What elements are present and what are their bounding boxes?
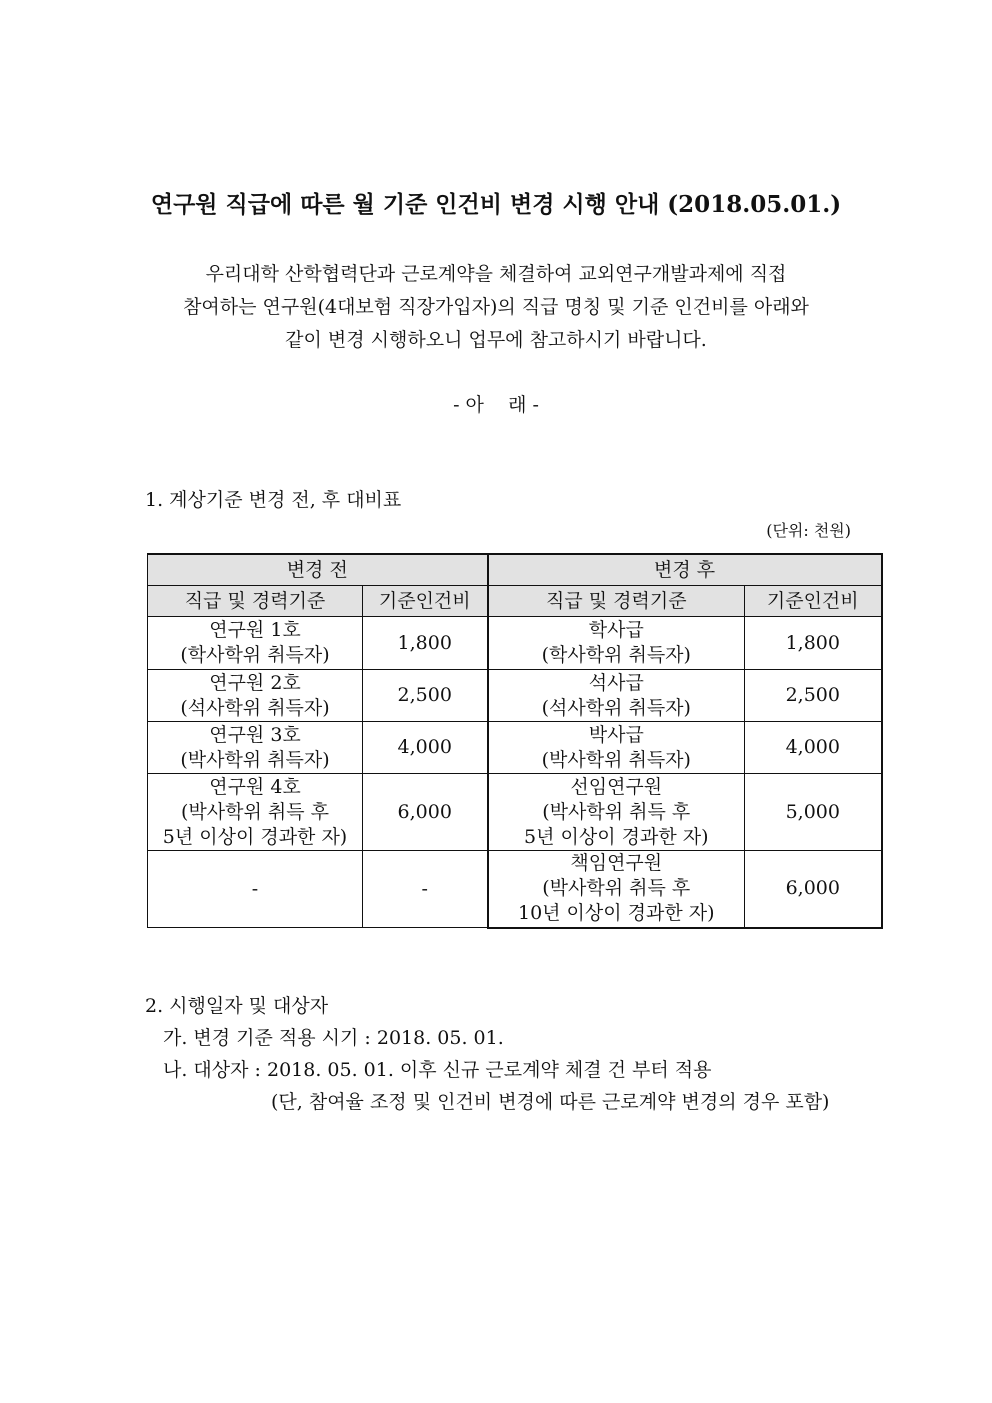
- cell-line: (박사학위 취득자): [180, 748, 330, 771]
- cell-line: (석사학위 취득자): [541, 696, 691, 719]
- cell-line: (박사학위 취득 후: [542, 800, 691, 823]
- cell-line: (석사학위 취득자): [180, 696, 330, 719]
- intro-paragraph: [60, 258, 932, 357]
- after-rank-cell: [488, 670, 745, 722]
- after-rank-cell: [488, 617, 745, 670]
- column-header: 직급 및 경력기준: [148, 586, 363, 617]
- table-row: [148, 851, 882, 928]
- before-pay-cell: 1,800: [363, 617, 488, 670]
- cell-line: 책임연구원: [570, 852, 663, 875]
- column-header: 기준인건비: [363, 586, 488, 617]
- column-header: 기준인건비: [745, 586, 882, 617]
- after-pay-cell: 2,500: [745, 670, 882, 722]
- before-rank-cell: [148, 851, 363, 928]
- cell-line: 선임연구원: [570, 775, 663, 798]
- intro-line: 참여하는 연구원(4대보험 직장가입자)의 직급 명칭 및 기준 인건비를 아래와: [183, 296, 809, 318]
- cell-line: (박사학위 취득 후: [542, 877, 691, 900]
- after-pay-cell: 6,000: [745, 851, 882, 928]
- before-pay-cell: 6,000: [363, 774, 488, 851]
- intro-line: 우리대학 산학협력단과 근로계약을 체결하여 교외연구개발과제에 직접: [205, 263, 787, 285]
- group-header-after: 변경 후: [488, 554, 882, 586]
- table-row: [148, 722, 882, 774]
- before-pay-cell: 4,000: [363, 722, 488, 774]
- after-pay-cell: 5,000: [745, 774, 882, 851]
- before-rank-cell: [148, 722, 363, 774]
- section2: [145, 990, 829, 1118]
- section2-item-a: 가. 변경 기준 적용 시기 : 2018. 05. 01.: [163, 1027, 504, 1049]
- unit-label: (단위: 천원): [766, 521, 851, 540]
- after-pay-cell: 1,800: [745, 617, 882, 670]
- group-header-before: 변경 전: [148, 554, 488, 586]
- after-rank-cell: [488, 774, 745, 851]
- table-row: [148, 670, 882, 722]
- before-rank-cell: [148, 617, 363, 670]
- cell-line: 학사급: [588, 619, 644, 641]
- cell-line: (학사학위 취득자): [541, 644, 691, 666]
- notice-separator: - 아 래 -: [453, 394, 539, 416]
- cell-line: 박사급: [588, 723, 644, 746]
- after-rank-cell: [488, 851, 745, 928]
- section2-note: (단, 참여율 조정 및 인건비 변경에 따른 근로계약 변경의 경우 포함): [271, 1091, 830, 1113]
- cell-line: 5년 이상이 경과한 자): [162, 825, 348, 848]
- after-pay-cell: 4,000: [745, 722, 882, 774]
- after-rank-cell: [488, 722, 745, 774]
- table-row: [148, 617, 882, 670]
- before-rank-cell: [148, 774, 363, 851]
- section2-item-b: 나. 대상자 : 2018. 05. 01. 이후 신규 근로계약 체결 건 부터 적용: [163, 1059, 712, 1081]
- cell-line: -: [251, 877, 259, 900]
- cell-line: 5년 이상이 경과한 자): [524, 825, 709, 848]
- cell-line: 연구원 1호: [209, 619, 301, 641]
- cell-line: (학사학위 취득자): [180, 644, 330, 666]
- comparison-table: [147, 553, 883, 929]
- column-header: 직급 및 경력기준: [488, 586, 745, 617]
- cell-line: 10년 이상이 경과한 자): [517, 902, 715, 925]
- cell-line: 연구원 2호: [209, 671, 301, 694]
- cell-line: 연구원 4호: [209, 775, 301, 798]
- intro-line: 같이 변경 시행하오니 업무에 참고하시기 바랍니다.: [285, 329, 707, 351]
- table-row: [148, 774, 882, 851]
- section1-heading: 1. 계상기준 변경 전, 후 대비표: [145, 489, 402, 511]
- cell-line: (박사학위 취득 후: [181, 800, 329, 823]
- cell-line: 석사급: [588, 671, 644, 694]
- cell-line: (박사학위 취득자): [541, 748, 691, 771]
- section2-heading: 2. 시행일자 및 대상자: [145, 995, 329, 1017]
- before-pay-cell: -: [363, 851, 488, 928]
- before-pay-cell: 2,500: [363, 670, 488, 722]
- cell-line: 연구원 3호: [209, 723, 301, 746]
- document-title: 연구원 직급에 따른 월 기준 인건비 변경 시행 안내 (2018.05.01.): [150, 191, 842, 218]
- before-rank-cell: [148, 670, 363, 722]
